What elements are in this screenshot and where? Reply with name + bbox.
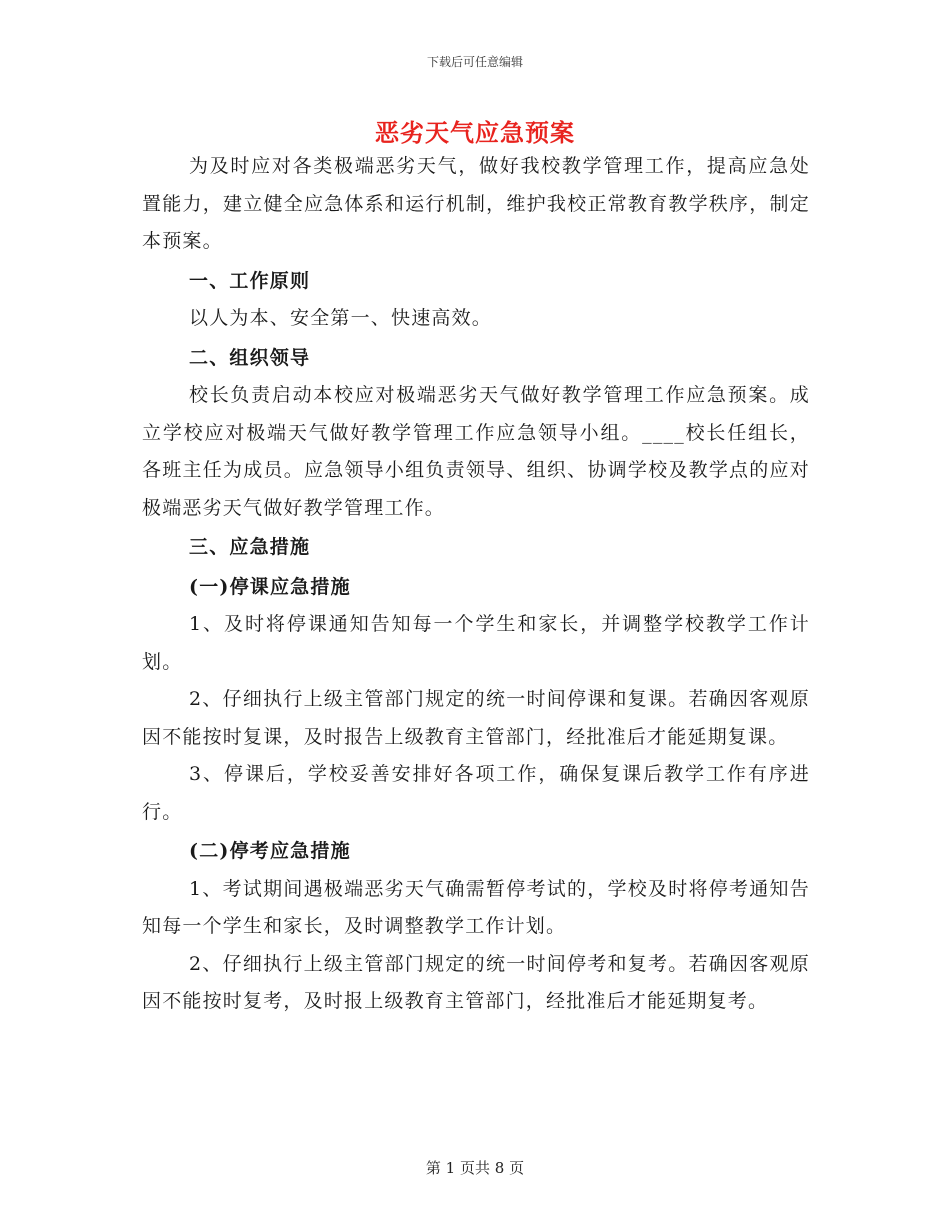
exam-suspension-item-2: 2、仔细执行上级主管部门规定的统一时间停考和复考。若确因客观原因不能按时复考，及时报上级教育主管部门，经批准后才能延期复考。 — [142, 952, 810, 1012]
intro-paragraph: 为及时应对各类极端恶劣天气，做好我校教学管理工作，提高应急处置能力，建立健全应急体系和运行机制，维护我校正常教育教学秩序，制定本预案。 — [142, 155, 810, 252]
exam-suspension-item-1: 1、考试期间遇极端恶劣天气确需暂停考试的，学校及时将停考通知告知每一个学生和家长，及时调整教学工作计划。 — [142, 877, 810, 937]
subsection-heading-exam-suspension: (二)停考应急措施 — [189, 840, 351, 862]
class-suspension-item-3: 3、停课后，学校妥善安排好各项工作，确保复课后教学工作有序进行。 — [142, 763, 810, 823]
page-number: 第 1 页共 8 页 — [425, 1159, 525, 1177]
document-body — [142, 148, 810, 1021]
document-title: 恶劣天气应急预案 — [375, 118, 575, 147]
section-heading-leadership: 二、组织领导 — [189, 346, 311, 369]
section-heading-principles: 一、工作原则 — [189, 269, 311, 292]
class-suspension-item-1: 1、及时将停课通知告知每一个学生和家长，并调整学校教学工作计划。 — [142, 613, 810, 673]
header-note: 下载后可任意编辑 — [426, 55, 523, 69]
principles-paragraph: 以人为本、安全第一、快速高效。 — [189, 307, 493, 329]
leadership-paragraph: 校长负责启动本校应对极端恶劣天气做好教学管理工作应急预案。成立学校应对极端天气做好教学管理工作应急领导小组。____校长任组长，各班主任为成员。应急领导小组负责领导、组织、协调学校及教学点的应对极端恶劣天气做好教学管理工作。 — [142, 384, 810, 519]
class-suspension-item-2: 2、仔细执行上级主管部门规定的统一时间停课和复课。若确因客观原因不能按时复课，及时报告上级教育主管部门，经批准后才能延期复课。 — [142, 688, 810, 748]
section-heading-measures: 三、应急措施 — [189, 536, 311, 558]
subsection-heading-class-suspension: (一)停课应急措施 — [189, 575, 351, 598]
